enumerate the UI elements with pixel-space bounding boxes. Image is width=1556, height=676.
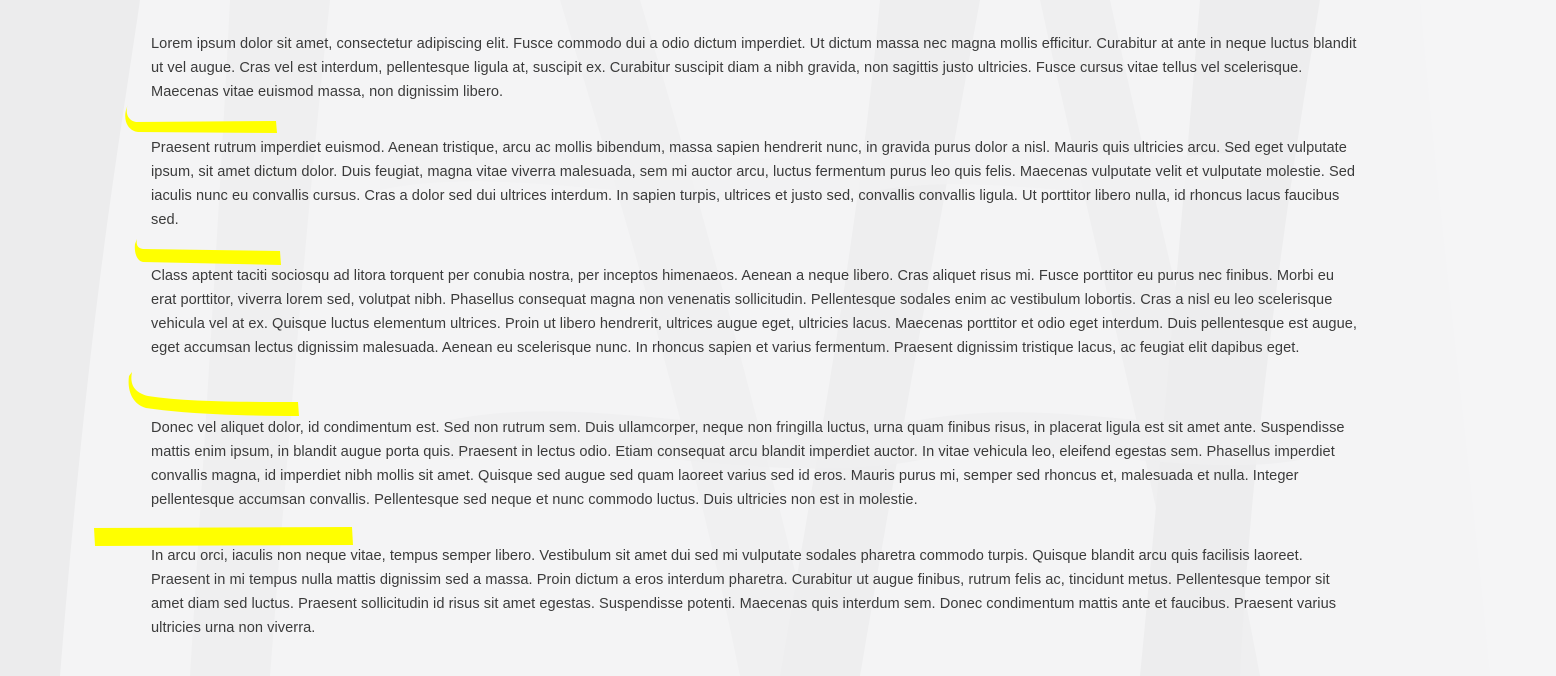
paragraph-4: Donec vel aliquet dolor, id condimentum est. Sed non rutrum sem. Duis ullamcorper, neque non fringilla luctus, urna quam finibus risus, in placerat ligula est sit amet ante. Suspendisse mattis enim ipsum, in blandit augue porta quis. Praesent in lectus odio. Etiam consequat arcu blandit imperdiet auctor. In vitae vehicula leo, eleifend egestas sem. Phasellus imperdiet convallis magna, id imperdiet nibh mollis sit amet. Quisque sed augue sed quam laoreet varius sed id eros. Mauris purus mi, semper sed rhoncus et, malesuada et nulla. Integer pellentesque accumsan convallis. Pellentesque sed neque et nunc commodo luctus. Duis ultricies non est in molestie.: [151, 420, 1345, 508]
paragraph-3: Class aptent taciti sociosqu ad litora torquent per conubia nostra, per inceptos himenaeos. Aenean a neque libero. Cras aliquet risus mi. Fusce porttitor eu purus nec finibus. Morbi eu erat porttitor, viverra lorem sed, volutpat nibh. Phasellus consequat magna non venenatis sollicitudin. Pellentesque sodales enim ac vestibulum lobortis. Cras a nisl eu leo scelerisque vehicula vel at ex. Quisque luctus elementum ultrices. Proin ut libero hendrerit, ultrices augue eget, ultricies lacus. Maecenas porttitor et odio eget interdum. Duis pellentesque est augue, eget accumsan lectus dignissim malesuada. Aenean eu scelerisque nunc. In rhoncus sapien et varius fermentum. Praesent dignissim tristique lacus, ac feugiat elit dapibus eget.: [151, 268, 1358, 356]
paragraph-2: Praesent rutrum imperdiet euismod. Aenean tristique, arcu ac mollis bibendum, massa sapien hendrerit nunc, in gravida purus dolor a nisl. Mauris quis ultricies arcu. Sed eget vulputate ipsum, sit amet dictum dolor. Duis feugiat, magna vitae viverra malesuada, sem mi auctor arcu, luctus fermentum purus leo quis felis. Maecenas vulputate velit et vulputate molestie. Sed iaculis nunc eu convallis cursus. Cras a dolor sed dui ultrices interdum. In sapien turpis, ultrices et justo sed, convallis convallis ligula. Ut porttitor libero nulla, id rhoncus lacus faucibus sed.: [151, 140, 1356, 228]
paragraph-1: Lorem ipsum dolor sit amet, consectetur adipiscing elit. Fusce commodo dui a odio dictum imperdiet. Ut dictum massa nec magna mollis efficitur. Curabitur at ante in neque luctus blandit ut vel augue. Cras vel est interdum, pellentesque ligula at, suscipit ex. Curabitur suscipit diam a nibh gravida, non sagittis justo ultricies. Fusce cursus vitae tellus vel scelerisque. Maecenas vitae euismod massa, non dignissim libero.: [151, 36, 1357, 100]
highlighter-stroke-3: [126, 370, 304, 420]
paragraph-5: In arcu orci, iaculis non neque vitae, tempus semper libero. Vestibulum sit amet dui sed mi vulputate sodales pharetra commodo turpis. Quisque blandit arcu quis facilisis laoreet. Praesent in mi tempus nulla mattis dignissim sed a massa. Proin dictum a eros interdum pharetra. Curabitur ut augue finibus, rutrum felis ac, tincidunt metus. Pellentesque tempor sit amet diam sed luctus. Praesent sollicitudin id risus sit amet egestas. Suspendisse potenti. Maecenas quis interdum sem. Donec condimentum mattis ante et faucibus. Praesent varius ultricies urna non viverra.: [151, 548, 1337, 636]
